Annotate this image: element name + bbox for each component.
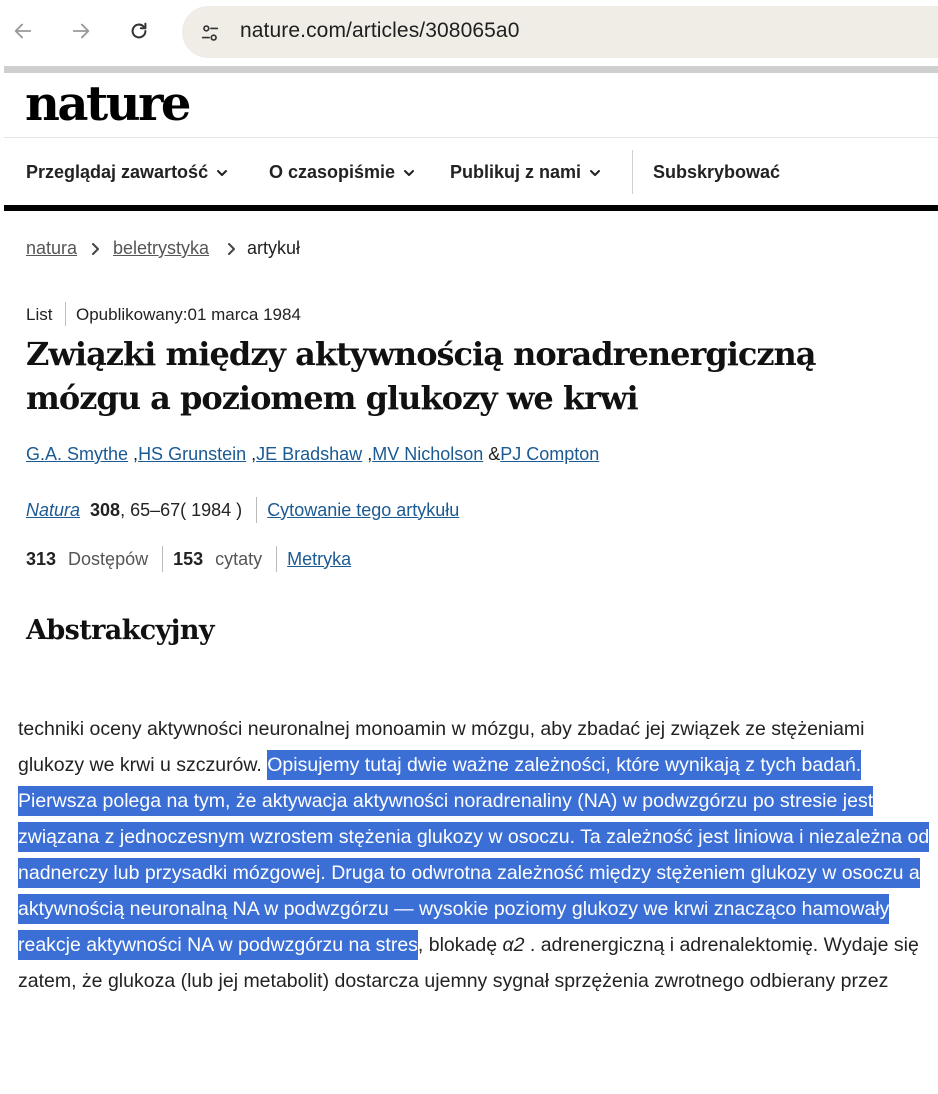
abstract-text-part: techniki oceny aktywności neuronalnej monoamin w mózgu, aby zbadać jej związek ze stężeniami glukozy we krwi u szczurów.	[18, 718, 865, 776]
alpha-symbol: α2	[502, 934, 525, 956]
metrics-separator	[162, 546, 163, 572]
site-info-button[interactable]	[196, 19, 224, 47]
nav-separator	[632, 150, 633, 194]
author-link[interactable]: HS Grunstein	[138, 444, 247, 464]
nav-about-journal[interactable]	[269, 162, 415, 183]
abstract-heading: Abstrakcyjny	[26, 615, 214, 646]
author-link[interactable]: G.A. Smythe	[26, 444, 129, 464]
chevron-right-icon	[90, 242, 102, 256]
selected-text: Opisujemy tutaj dwie ważne zależności, które wynikają z tych badań. Pierwsza polega na tym, że aktywacja aktywności noradrenaliny (NA) w podwzgórzu po stresie jest związana z jednoczesnym wzrostem stężenia glukozy w osoczu. Ta zależność jest liniowa i niezależna od nadnerczy lub przysadki mózgowej. Druga to odwrotna zależność między stężeniem glukozy w osoczu a aktywnością neuronalną NA w podwzgórzu — wysokie poziomy glukozy we krwi znacząco hamowały reakcje aktywności NA w podwzgórzu na stres	[18, 750, 929, 960]
cite-article-link[interactable]: Cytowanie tego artykułu	[267, 499, 460, 520]
accesses-count: 313	[26, 548, 57, 569]
breadcrumb-item-current: artykuł	[247, 238, 301, 258]
abstract-text-part: , blokadę	[417, 934, 503, 956]
publication-date: Opublikowany:01 marca 1984	[76, 305, 301, 324]
nav-label: O czasopiśmie	[269, 162, 396, 182]
metrics-separator	[276, 546, 277, 572]
metrics-link[interactable]: Metryka	[287, 548, 352, 569]
tune-icon	[199, 22, 221, 44]
chevron-right-icon	[226, 242, 238, 256]
nature-logo[interactable]: nature	[25, 76, 189, 132]
abstract-text-part: . adrenergiczną i adrenalektomię. Wydaje się zatem, że glukoza (lub jej metabolit) dostarcza ujemny sygnał sprzężenia zwrotnego odbierany przez	[18, 934, 919, 992]
article-type: List	[26, 305, 53, 324]
breadcrumb-item-fiction[interactable]: beletrystyka	[113, 238, 210, 258]
author-separator: ,	[362, 444, 373, 464]
accesses-label: Dostępów	[68, 548, 149, 569]
header-bottom-bar	[4, 205, 938, 211]
pages: , 65–67	[120, 499, 181, 520]
nav-browse-content[interactable]	[26, 162, 228, 183]
abstract-text	[18, 711, 934, 999]
nav-subscribe[interactable]	[653, 162, 780, 183]
back-button[interactable]	[6, 14, 40, 48]
author-list	[26, 444, 599, 465]
journal-link[interactable]: Natura	[26, 499, 81, 520]
author-link[interactable]: JE Bradshaw	[256, 444, 363, 464]
chevron-down-icon	[589, 167, 601, 179]
author-separator: ,	[128, 444, 139, 464]
author-separator: ,	[246, 444, 257, 464]
author-separator: &	[483, 444, 501, 464]
citation-row	[26, 497, 459, 523]
address-bar[interactable]	[182, 6, 938, 58]
chrome-divider	[4, 66, 938, 73]
forward-button[interactable]	[64, 14, 98, 48]
nav-label: Subskrybować	[653, 162, 781, 182]
chevron-down-icon	[216, 167, 228, 179]
citations-count: 153	[173, 548, 204, 569]
breadcrumb-item-home[interactable]: natura	[26, 238, 78, 258]
author-link[interactable]: PJ Compton	[500, 444, 600, 464]
meta-separator	[65, 302, 66, 326]
nav-publish-with-us[interactable]	[450, 162, 601, 183]
citations-label: cytaty	[215, 548, 263, 569]
author-link[interactable]: MV Nicholson	[372, 444, 484, 464]
reload-icon	[128, 20, 150, 42]
nav-label: Przeglądaj zawartość	[26, 162, 209, 182]
metrics-row	[26, 546, 351, 572]
arrow-left-icon	[12, 20, 34, 42]
browser-toolbar	[0, 0, 938, 64]
year: ( 1984 )	[180, 499, 243, 520]
chevron-down-icon	[403, 167, 415, 179]
volume: 308	[90, 499, 121, 520]
citation-separator	[256, 497, 257, 523]
arrow-right-icon	[70, 20, 92, 42]
reload-button[interactable]	[122, 14, 156, 48]
nav-label: Publikuj z nami	[450, 162, 582, 182]
header-divider	[4, 137, 938, 138]
url-text[interactable]: nature.com/articles/308065a0	[240, 19, 520, 42]
article-title: Związki między aktywnością noradrenergiczną mózgu a poziomem glukozy we krwi	[26, 335, 816, 417]
